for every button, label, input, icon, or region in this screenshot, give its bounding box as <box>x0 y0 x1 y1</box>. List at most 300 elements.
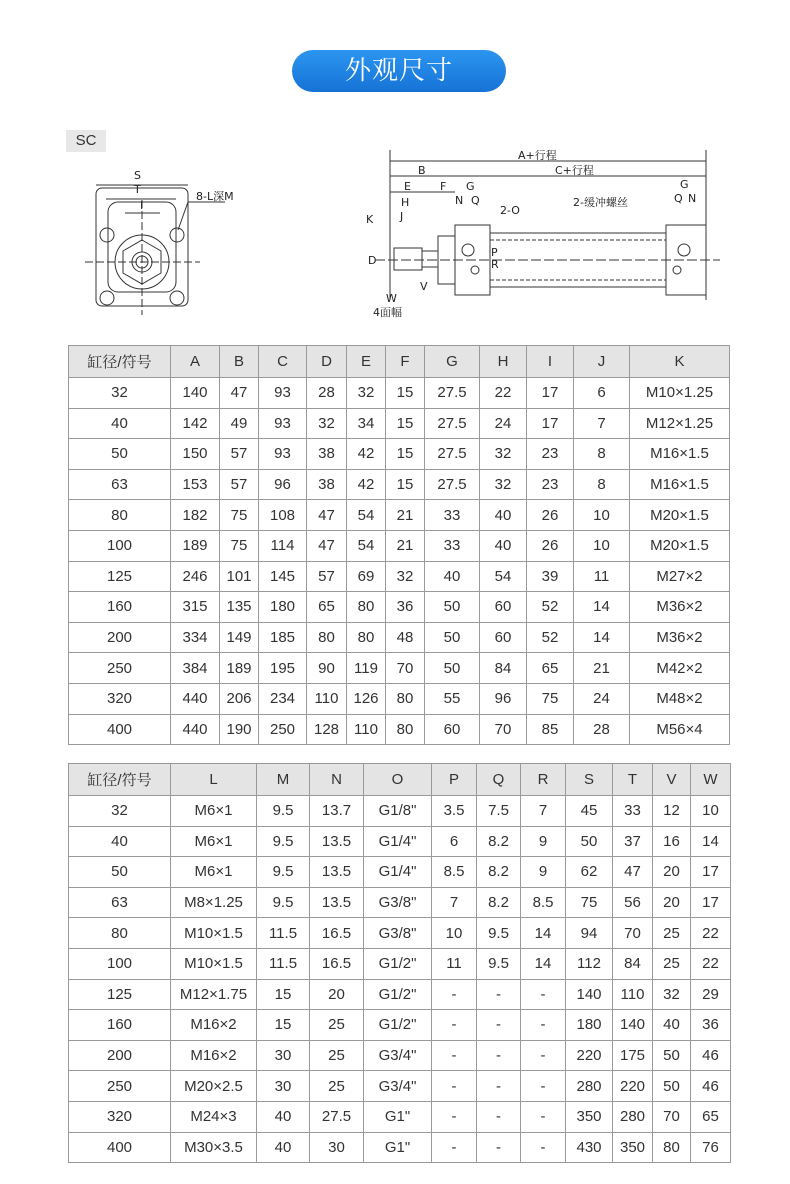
table-cell: 112 <box>566 948 613 979</box>
table-cell: 3.5 <box>432 796 477 827</box>
label-Q-right: Q <box>674 192 683 205</box>
table-cell: 65 <box>691 1101 731 1132</box>
table-cell: 160 <box>69 1010 171 1041</box>
table-cell: 24 <box>480 408 527 439</box>
column-header: 缸径/符号 <box>69 764 171 796</box>
table-row <box>69 622 730 653</box>
table-cell: 93 <box>259 378 307 409</box>
table-cell: 14 <box>691 826 731 857</box>
table-cell: 32 <box>480 469 527 500</box>
label-T: T <box>134 183 141 196</box>
table-cell: 40 <box>480 530 527 561</box>
table-cell: 33 <box>613 796 653 827</box>
dimension-table-2 <box>68 763 731 1163</box>
table-cell: 250 <box>69 1071 171 1102</box>
table-cell: 110 <box>613 979 653 1010</box>
column-header: N <box>310 764 364 796</box>
table-cell: 30 <box>257 1040 310 1071</box>
column-header: S <box>566 764 613 796</box>
table-cell: 27.5 <box>310 1101 364 1132</box>
table-cell: 36 <box>386 592 425 623</box>
table-cell: 14 <box>521 948 566 979</box>
table-cell: 14 <box>574 592 630 623</box>
table-cell: 100 <box>69 948 171 979</box>
table-cell: 8 <box>574 439 630 470</box>
table-cell: 75 <box>220 500 259 531</box>
table-row <box>69 1040 731 1071</box>
table-cell: M8×1.25 <box>171 887 257 918</box>
table-cell: 23 <box>527 469 574 500</box>
table-cell: 140 <box>613 1010 653 1041</box>
table-cell: M30×3.5 <box>171 1132 257 1163</box>
table-cell: 50 <box>69 439 171 470</box>
table-cell: - <box>432 979 477 1010</box>
column-header: C <box>259 346 307 378</box>
table-cell: 27.5 <box>425 469 480 500</box>
table-cell: M6×1 <box>171 826 257 857</box>
table-cell: 142 <box>171 408 220 439</box>
table-row <box>69 1010 731 1041</box>
table-cell: 90 <box>307 653 347 684</box>
table-cell: - <box>521 1071 566 1102</box>
table-cell: 75 <box>527 683 574 714</box>
table-header-row <box>69 764 731 796</box>
table-cell: M6×1 <box>171 857 257 888</box>
table-cell: 65 <box>527 653 574 684</box>
table-cell: 80 <box>386 714 425 745</box>
table-cell: 126 <box>347 683 386 714</box>
table-cell: 33 <box>425 530 480 561</box>
table-cell: 6 <box>432 826 477 857</box>
table-cell: 135 <box>220 592 259 623</box>
table-cell: 22 <box>691 948 731 979</box>
table-cell: G1/8" <box>364 796 432 827</box>
table-cell: 80 <box>69 918 171 949</box>
label-4-flats: 4面幅 <box>373 306 402 319</box>
table-cell: 145 <box>259 561 307 592</box>
table-cell: - <box>521 1010 566 1041</box>
table-cell: - <box>432 1071 477 1102</box>
table-cell: - <box>477 1040 521 1071</box>
column-header: D <box>307 346 347 378</box>
table-cell: 84 <box>613 948 653 979</box>
table-cell: - <box>521 1040 566 1071</box>
table-cell: 40 <box>425 561 480 592</box>
table-row <box>69 1132 731 1163</box>
table-cell: - <box>521 1101 566 1132</box>
table-cell: 9.5 <box>257 826 310 857</box>
table-row <box>69 592 730 623</box>
table-row <box>69 1101 731 1132</box>
table-cell: M12×1.25 <box>630 408 730 439</box>
table-cell: M56×4 <box>630 714 730 745</box>
table-cell: 47 <box>613 857 653 888</box>
table-cell: 119 <box>347 653 386 684</box>
table-cell: 50 <box>425 622 480 653</box>
table-cell: 75 <box>566 887 613 918</box>
table-cell: 250 <box>69 653 171 684</box>
table-cell: 30 <box>257 1071 310 1102</box>
table-cell: 29 <box>691 979 731 1010</box>
table-cell: 334 <box>171 622 220 653</box>
label-R: R <box>491 258 499 271</box>
table-cell: M12×1.75 <box>171 979 257 1010</box>
table-cell: 52 <box>527 592 574 623</box>
table-cell: 14 <box>521 918 566 949</box>
table-cell: 50 <box>566 826 613 857</box>
column-header: H <box>480 346 527 378</box>
model-tag: SC <box>66 130 106 152</box>
label-cushion-screw: 2-缓冲螺丝 <box>573 196 628 209</box>
table-cell: 108 <box>259 500 307 531</box>
table-row <box>69 561 730 592</box>
table-cell: 50 <box>425 592 480 623</box>
table-cell: 160 <box>69 592 171 623</box>
table-cell: 26 <box>527 500 574 531</box>
table-cell: 185 <box>259 622 307 653</box>
table-cell: 11 <box>432 948 477 979</box>
table-cell: 96 <box>480 683 527 714</box>
table-cell: 206 <box>220 683 259 714</box>
table-cell: - <box>432 1132 477 1163</box>
table-cell: 42 <box>347 439 386 470</box>
table-cell: 20 <box>653 887 691 918</box>
table-cell: 6 <box>574 378 630 409</box>
table-cell: M16×2 <box>171 1040 257 1071</box>
table-cell: - <box>432 1010 477 1041</box>
table-cell: 47 <box>307 500 347 531</box>
table-cell: 140 <box>171 378 220 409</box>
table-cell: 40 <box>69 408 171 439</box>
table-cell: 110 <box>347 714 386 745</box>
table-cell: 9.5 <box>477 948 521 979</box>
table-cell: 27.5 <box>425 439 480 470</box>
label-G: G <box>466 180 475 193</box>
table-cell: 28 <box>574 714 630 745</box>
table-cell: 9.5 <box>257 887 310 918</box>
table-cell: 21 <box>386 500 425 531</box>
table-cell: 8.5 <box>521 887 566 918</box>
column-header: 缸径/符号 <box>69 346 171 378</box>
table-cell: 69 <box>347 561 386 592</box>
table-cell: 180 <box>259 592 307 623</box>
table-cell: 21 <box>386 530 425 561</box>
table-cell: 10 <box>574 530 630 561</box>
table-cell: 84 <box>480 653 527 684</box>
table-cell: 94 <box>566 918 613 949</box>
table-cell: G1/2" <box>364 1010 432 1041</box>
table-cell: 9 <box>521 826 566 857</box>
table-cell: 65 <box>307 592 347 623</box>
table-cell: 57 <box>220 469 259 500</box>
label-E: E <box>404 180 411 193</box>
table-cell: 80 <box>386 683 425 714</box>
table-row <box>69 918 731 949</box>
table-cell: - <box>477 979 521 1010</box>
table-cell: 200 <box>69 622 171 653</box>
table-cell: 7 <box>521 796 566 827</box>
table-row <box>69 796 731 827</box>
table-cell: 150 <box>171 439 220 470</box>
table-cell: M36×2 <box>630 592 730 623</box>
table-cell: 189 <box>220 653 259 684</box>
table-cell: M20×1.5 <box>630 530 730 561</box>
column-header: B <box>220 346 259 378</box>
table-cell: 56 <box>613 887 653 918</box>
table-cell: 7 <box>574 408 630 439</box>
table-cell: 57 <box>220 439 259 470</box>
label-J: J <box>400 210 404 223</box>
table-cell: 189 <box>171 530 220 561</box>
table-cell: - <box>521 979 566 1010</box>
table-cell: 11.5 <box>257 948 310 979</box>
label-I: I <box>140 199 144 212</box>
column-header: F <box>386 346 425 378</box>
table-cell: M10×1.5 <box>171 948 257 979</box>
table-cell: 60 <box>425 714 480 745</box>
column-header: Q <box>477 764 521 796</box>
table-cell: 49 <box>220 408 259 439</box>
table-cell: 70 <box>386 653 425 684</box>
table-cell: 128 <box>307 714 347 745</box>
table-cell: 24 <box>574 683 630 714</box>
table-cell: - <box>477 1071 521 1102</box>
table-cell: 15 <box>386 469 425 500</box>
table-cell: 32 <box>480 439 527 470</box>
table-header-row <box>69 346 730 378</box>
column-header: W <box>691 764 731 796</box>
column-header: R <box>521 764 566 796</box>
label-G-right: G <box>680 178 689 191</box>
table-cell: 350 <box>566 1101 613 1132</box>
table-cell: 9.5 <box>477 918 521 949</box>
table-row <box>69 714 730 745</box>
table-cell: 38 <box>307 469 347 500</box>
table-cell: G1/2" <box>364 979 432 1010</box>
table-cell: M42×2 <box>630 653 730 684</box>
table-row <box>69 439 730 470</box>
table-cell: 33 <box>425 500 480 531</box>
table-cell: 10 <box>432 918 477 949</box>
table-cell: 12 <box>653 796 691 827</box>
column-header: M <box>257 764 310 796</box>
column-header: L <box>171 764 257 796</box>
table-cell: 93 <box>259 439 307 470</box>
table-cell: 195 <box>259 653 307 684</box>
table-cell: 400 <box>69 714 171 745</box>
table-cell: 54 <box>347 530 386 561</box>
table-cell: 11.5 <box>257 918 310 949</box>
table-cell: G3/8" <box>364 918 432 949</box>
table-cell: 15 <box>386 439 425 470</box>
table-cell: 27.5 <box>425 408 480 439</box>
table-cell: - <box>477 1010 521 1041</box>
table-cell: 32 <box>69 796 171 827</box>
table-cell: 8.2 <box>477 826 521 857</box>
label-F: F <box>440 180 447 193</box>
table-cell: 315 <box>171 592 220 623</box>
front-view <box>85 185 225 315</box>
table-cell: 7.5 <box>477 796 521 827</box>
table-cell: 400 <box>69 1132 171 1163</box>
table-cell: 220 <box>613 1071 653 1102</box>
table-cell: 384 <box>171 653 220 684</box>
table-cell: - <box>477 1132 521 1163</box>
table-cell: 25 <box>653 918 691 949</box>
table-cell: 13.5 <box>310 857 364 888</box>
table-cell: 50 <box>425 653 480 684</box>
cylinder-dimension-drawing <box>0 140 790 330</box>
column-header: A <box>171 346 220 378</box>
table-cell: 15 <box>386 378 425 409</box>
table-cell: - <box>477 1101 521 1132</box>
table-row <box>69 857 731 888</box>
table-cell: 140 <box>566 979 613 1010</box>
table-cell: 11 <box>574 561 630 592</box>
table-cell: 430 <box>566 1132 613 1163</box>
table-cell: 125 <box>69 561 171 592</box>
table-cell: 76 <box>691 1132 731 1163</box>
table-cell: M48×2 <box>630 683 730 714</box>
table-cell: 57 <box>307 561 347 592</box>
table-cell: 50 <box>653 1071 691 1102</box>
table-cell: 46 <box>691 1040 731 1071</box>
table-cell: M24×3 <box>171 1101 257 1132</box>
table-cell: 28 <box>307 378 347 409</box>
table-cell: 200 <box>69 1040 171 1071</box>
table-cell: 234 <box>259 683 307 714</box>
table-cell: 182 <box>171 500 220 531</box>
table-cell: 16.5 <box>310 948 364 979</box>
table-cell: 16 <box>653 826 691 857</box>
table-cell: 175 <box>613 1040 653 1071</box>
label-N-right: N <box>688 192 697 205</box>
table-cell: G1" <box>364 1132 432 1163</box>
label-N: N <box>455 194 464 207</box>
table-cell: 45 <box>566 796 613 827</box>
table-cell: M10×1.5 <box>171 918 257 949</box>
table-cell: 114 <box>259 530 307 561</box>
table-cell: 153 <box>171 469 220 500</box>
table-cell: M36×2 <box>630 622 730 653</box>
table-row <box>69 683 730 714</box>
table-cell: 440 <box>171 683 220 714</box>
table-cell: 50 <box>653 1040 691 1071</box>
table-cell: 17 <box>691 857 731 888</box>
table-cell: M6×1 <box>171 796 257 827</box>
table-cell: 25 <box>310 1040 364 1071</box>
table-cell: 280 <box>566 1071 613 1102</box>
table-cell: 440 <box>171 714 220 745</box>
label-W: W <box>386 292 397 305</box>
table-row <box>69 826 731 857</box>
label-8L-depth-M: 8-L深M <box>196 190 234 203</box>
table-cell: 22 <box>480 378 527 409</box>
column-header: P <box>432 764 477 796</box>
table-cell: 13.7 <box>310 796 364 827</box>
table-cell: 80 <box>307 622 347 653</box>
table-cell: 85 <box>527 714 574 745</box>
table-cell: 350 <box>613 1132 653 1163</box>
table-cell: - <box>432 1040 477 1071</box>
table-cell: M10×1.25 <box>630 378 730 409</box>
table-cell: M20×2.5 <box>171 1071 257 1102</box>
table-cell: 20 <box>653 857 691 888</box>
table-cell: 36 <box>691 1010 731 1041</box>
table-cell: 63 <box>69 469 171 500</box>
table-cell: 70 <box>613 918 653 949</box>
table-cell: 54 <box>347 500 386 531</box>
table-cell: - <box>521 1132 566 1163</box>
table-cell: 9 <box>521 857 566 888</box>
table-cell: 17 <box>691 887 731 918</box>
table-cell: 32 <box>347 378 386 409</box>
column-header: G <box>425 346 480 378</box>
label-S: S <box>134 169 141 182</box>
table-cell: 15 <box>257 979 310 1010</box>
column-header: I <box>527 346 574 378</box>
table-cell: 17 <box>527 408 574 439</box>
table-cell: 190 <box>220 714 259 745</box>
table-cell: 32 <box>69 378 171 409</box>
table-cell: - <box>432 1101 477 1132</box>
table-cell: 9.5 <box>257 857 310 888</box>
table-cell: 17 <box>527 378 574 409</box>
table-cell: 14 <box>574 622 630 653</box>
table-cell: 25 <box>310 1010 364 1041</box>
table-cell: 80 <box>69 500 171 531</box>
table-cell: 37 <box>613 826 653 857</box>
table-cell: G1/2" <box>364 948 432 979</box>
table-cell: 8.5 <box>432 857 477 888</box>
table-cell: 23 <box>527 439 574 470</box>
table-cell: 21 <box>574 653 630 684</box>
table-cell: 39 <box>527 561 574 592</box>
table-cell: 70 <box>653 1101 691 1132</box>
table-cell: 101 <box>220 561 259 592</box>
table-cell: 38 <box>307 439 347 470</box>
table-cell: M16×2 <box>171 1010 257 1041</box>
label-H: H <box>401 196 410 209</box>
table-cell: 34 <box>347 408 386 439</box>
table-row <box>69 408 730 439</box>
table-cell: G3/4" <box>364 1071 432 1102</box>
table-cell: 80 <box>347 592 386 623</box>
table-cell: 250 <box>259 714 307 745</box>
table-cell: 52 <box>527 622 574 653</box>
table-cell: M16×1.5 <box>630 439 730 470</box>
table-cell: 246 <box>171 561 220 592</box>
dimension-table-1 <box>68 345 730 745</box>
table-row <box>69 500 730 531</box>
table-cell: 8 <box>574 469 630 500</box>
column-header: T <box>613 764 653 796</box>
table-cell: 13.5 <box>310 826 364 857</box>
section-title: 外观尺寸 <box>292 50 506 92</box>
label-D: D <box>368 254 377 267</box>
table-cell: 50 <box>69 857 171 888</box>
table-row <box>69 653 730 684</box>
column-header: O <box>364 764 432 796</box>
table-cell: 220 <box>566 1040 613 1071</box>
table-cell: 22 <box>691 918 731 949</box>
table-cell: 63 <box>69 887 171 918</box>
column-header: K <box>630 346 730 378</box>
table-cell: 40 <box>653 1010 691 1041</box>
table-cell: G3/4" <box>364 1040 432 1071</box>
table-cell: 10 <box>691 796 731 827</box>
table-cell: 15 <box>386 408 425 439</box>
